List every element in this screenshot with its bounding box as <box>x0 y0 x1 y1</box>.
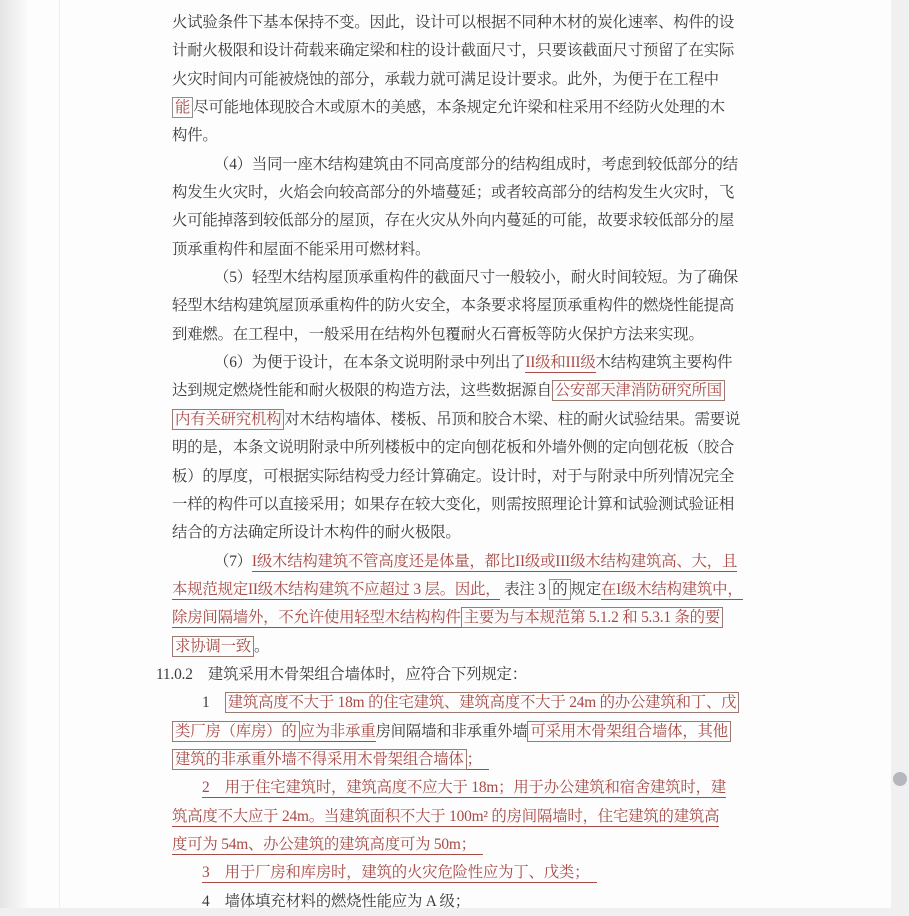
text-run: 木结构建筑主要构件 <box>595 354 733 372</box>
text-run: 明的是，本条文说明附录中所列楼板中的定向刨花板和外墙外侧的定向刨花板（胶合 <box>172 439 735 457</box>
text-line <box>172 463 792 491</box>
text-line <box>172 406 792 434</box>
revision-text-run: ； <box>466 750 490 768</box>
text-line <box>172 633 792 661</box>
text-run: 房间隔墙和非承重外墙 <box>375 722 528 740</box>
revision-text-run: 的 <box>549 579 570 600</box>
page-edge-shadow <box>0 0 30 908</box>
revision-text-run: 公安部天津消防研究所国 <box>552 380 725 401</box>
text-line <box>172 746 792 774</box>
text-run: 轻型木结构建筑屋顶承重构件的防火安全，本条要求将屋顶承重构件的燃烧性能提高 <box>172 297 735 315</box>
text-line <box>172 264 792 292</box>
text-run: 达到规定燃烧性能和耐火极限的构造方法，这些数据源自 <box>172 382 552 400</box>
text-run: 尽可能地体现胶合木或原木的美感，本条规定允许梁和柱采用不经防火处理的木 <box>193 99 725 117</box>
text-line <box>172 491 792 519</box>
page-gutter-line <box>59 0 60 908</box>
revision-text-run: 筑高度不大应于 24m。当建筑面积不大于 100m² 的房间隔墙时，住宅建筑的建筑高 <box>172 807 720 825</box>
text-run: 结合的方法确定所设计木构件的耐火极限。 <box>172 524 461 542</box>
text-run: （6）为便于设计，在本条文说明附录中列出了 <box>214 354 526 372</box>
text-line <box>172 774 792 802</box>
revision-text-run: 类厂房（库房）的 <box>172 721 300 742</box>
revision-text-run: 应为非承重 <box>299 722 376 740</box>
text-run: 构发生火灾时，火焰会向较高部分的外墙蔓延；或者较高部分的结构发生火灾时，飞 <box>172 184 735 202</box>
text-line <box>172 689 792 717</box>
revision-text-run: 建筑的非承重外墙不得采用木骨架组合墙体 <box>172 749 467 770</box>
text-line <box>172 859 792 887</box>
revision-text-run: 度可为 54m、办公建筑的建筑高度可为 50m； <box>172 835 484 853</box>
revision-text-run: II级和III级 <box>525 354 596 372</box>
revision-text-run: 能 <box>172 97 193 118</box>
text-run: 11.0.2 建筑采用木骨架组合墙体时，应符合下列规定： <box>156 665 527 683</box>
text-line <box>172 292 792 320</box>
revision-text-run: 可采用木骨架组合墙体，其他 <box>527 721 730 742</box>
revision-text-run: I级木结构建筑不管高度还是体量，都比II级或III级木结构建筑高、大，且 <box>251 552 738 570</box>
text-run: 1 <box>202 694 225 712</box>
text-line <box>172 122 792 150</box>
text-line <box>172 548 792 576</box>
text-line <box>172 66 792 94</box>
text-line <box>172 151 792 179</box>
text-line <box>172 803 792 831</box>
text-line <box>172 37 792 65</box>
text-line <box>172 349 792 377</box>
revision-text-run: 主要为与本规范第 5.1.2 和 5.3.1 条的要 <box>461 607 723 628</box>
text-line <box>172 9 792 37</box>
text-run: 火灾时间内可能被烧蚀的部分，承载力就可满足设计要求。此外，为便于在工程中 <box>172 70 719 88</box>
text-line <box>172 576 792 604</box>
text-run: （4）当同一座木结构建筑由不同高度部分的结构组成时，考虑到较低部分的结 <box>214 155 738 173</box>
text-run: 规定 <box>570 580 601 598</box>
document-text <box>156 9 792 916</box>
revision-text-run: 建筑高度不大于 18m 的住宅建筑、建筑高度不大于 24m 的办公建筑和丁、戊 <box>225 692 740 713</box>
text-run: 一样的构件可以直接采用；如果存在较大变化，则需按照理论计算和试验测试验证相 <box>172 495 735 513</box>
text-run: 。 <box>253 637 270 655</box>
revision-text-run: 3 用于厂房和库房时，建筑的火灾危险性应为丁、戊类； <box>202 864 597 882</box>
text-run: （7） <box>214 552 252 570</box>
text-run: 板）的厚度，可根据实际结构受力经计算确定。设计时，对于与附录中所列情况完全 <box>172 467 735 485</box>
scroll-indicator-dot[interactable] <box>893 772 907 786</box>
text-line <box>172 718 792 746</box>
text-run: 火可能掉落到较低部分的屋顶，存在火灾从外向内蔓延的可能，故要求较低部分的屋 <box>172 212 735 230</box>
text-run: （5）轻型木结构屋顶承重构件的截面尺寸一般较小，耐火时间较短。为了确保 <box>214 269 738 287</box>
revision-text-run: 内有关研究机构 <box>172 409 284 430</box>
text-line <box>172 377 792 405</box>
text-line <box>172 831 792 859</box>
text-run: 顶承重构件和屋面不能采用可燃材料。 <box>172 240 431 258</box>
text-run: 对木结构墙体、楼板、吊顶和胶合木梁、柱的耐火试验结果。需要说 <box>284 410 741 428</box>
text-line <box>172 604 792 632</box>
text-run: 到难燃。在工程中，一般采用在结构外包覆耐火石膏板等防火保护方法来实现。 <box>172 325 704 343</box>
text-line <box>172 179 792 207</box>
text-run: 构件。 <box>172 127 218 145</box>
text-run: 火试验条件下基本保持不变。因此，设计可以根据不同种木材的炭化速率、构件的设 <box>172 14 735 31</box>
text-line <box>172 207 792 235</box>
revision-text-run: 在I级木结构建筑中， <box>600 580 743 598</box>
revision-text-run: 本规范规定II级木结构建筑不应超过 3 层。因此， <box>172 580 501 598</box>
text-line <box>172 434 792 462</box>
text-line <box>172 94 792 122</box>
text-line <box>172 321 792 349</box>
text-line <box>156 661 792 689</box>
text-run: 表注 3 <box>500 580 550 598</box>
text-run: 4 墙体填充材料的燃烧性能应为 A 级； <box>202 892 470 910</box>
revision-text-run: 求协调一致 <box>172 636 254 657</box>
revision-text-run: 2 用于住宅建筑时，建筑高度不应大于 18m；用于办公建筑和宿舍建筑时，建 <box>202 779 727 797</box>
text-run: 计耐火极限和设计荷载来确定梁和柱的设计截面尺寸，只要该截面尺寸预留了在实际 <box>172 42 735 60</box>
text-line <box>172 236 792 264</box>
text-line <box>172 888 792 916</box>
text-line <box>172 519 792 547</box>
revision-text-run: 除房间隔墙外，不允许使用轻型木结构构件 <box>172 609 461 627</box>
